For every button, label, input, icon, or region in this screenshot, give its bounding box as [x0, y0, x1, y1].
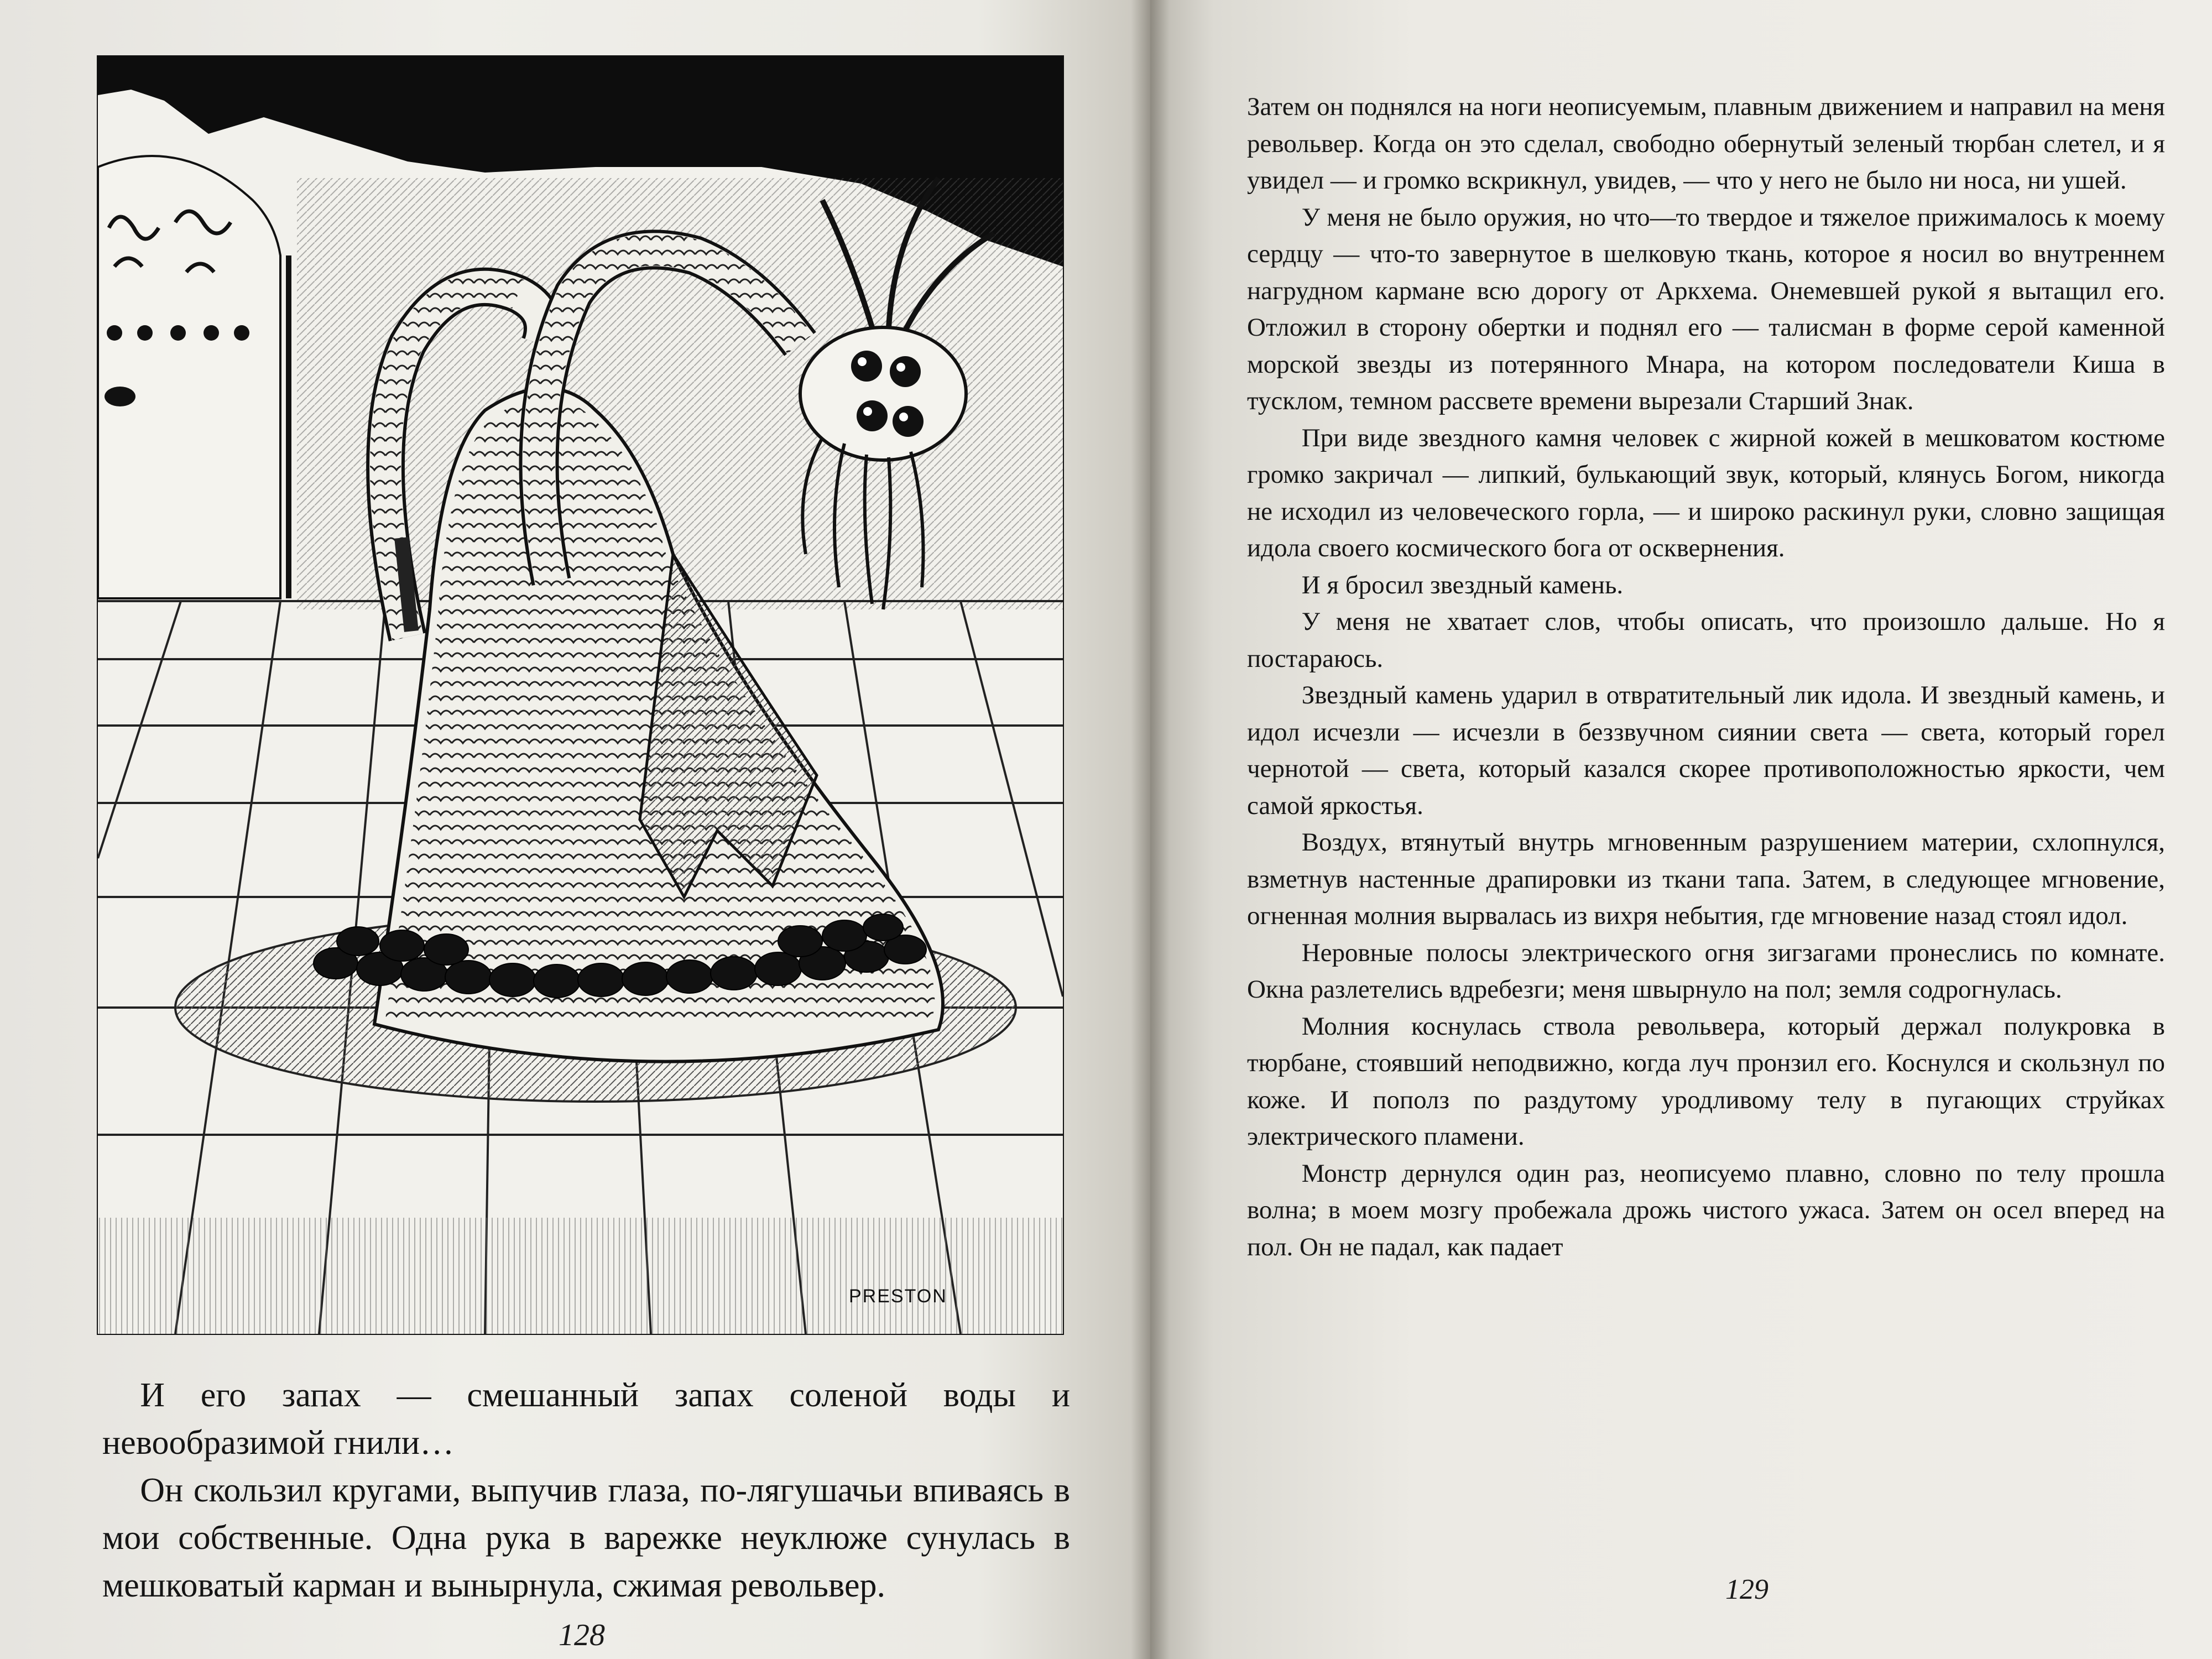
left-paragraph-1: И его запах — смешанный запах соленой воды и невообразимой гнили… — [102, 1376, 1070, 1462]
left-page-text — [102, 1371, 1070, 1609]
book-gutter-shadow — [1131, 0, 1170, 1659]
page-number-right: 129 — [1725, 1574, 1768, 1605]
right-paragraph-2: У меня не было оружия, но что—то твердое и тяжелое прижималось к моему сердцу — что-то завернутое в шелковую ткань, которое я носил во внутреннем нагрудном кармане всю дорогу от Аркхема. Онемевшей рукой я вытащил его. Отложил в сторону обертки и поднял его — талисман в форме серой каменной морской звезды из потерянного Мнара, на котором последователи Киша в тусклом, темном рассвете времени вырезали Старший Знак. — [1247, 202, 2165, 415]
monster-drawing — [98, 56, 1063, 1334]
right-paragraph-10: Монстр дернулся один раз, неописуемо плавно, словно по телу прошла волна; в моем мозгу пробежала дрожь чистого ужаса. Затем он осел вперед на пол. Он не падал, как падает — [1247, 1159, 2165, 1261]
right-paragraph-1: Затем он поднялся на ноги неописуемым, плавным движением и направил на меня револьвер. Когда он это сделал, свободно обернутый зеленый тюрбан слетел, и я увидел — и громко вскрикнул, увидев, — что у него не было ни носа, ни ушей. — [1247, 92, 2165, 195]
right-paragraph-7: Воздух, втянутый внутрь мгновенным разрушением материи, схлопнулся, взметнув настенные драпировки из ткани тапа. Затем, в следующее мгновение, огненная молния вырвалась из вихря небытия, где мгновение назад стоял идол. — [1247, 828, 2165, 930]
right-page-text — [1247, 88, 2165, 1265]
ink-illustration — [97, 55, 1064, 1335]
right-paragraph-3: При виде звездного камня человек с жирной кожей в мешковатом костюме громко закричал — липкий, булькающий звук, который, клянусь Богом, никогда не исходил из человеческого горла, — и широко раскинул руки, словно защищая идола своего космического бога от осквернения. — [1247, 423, 2165, 562]
illustrator-signature: PRESTON — [849, 1286, 947, 1307]
right-page — [1150, 0, 2212, 1659]
right-paragraph-4: И я бросил звездный камень. — [1301, 570, 1624, 599]
page-number-left: 128 — [559, 1618, 605, 1652]
right-paragraph-6: Звездный камень ударил в отвратительный лик идола. И звездный камень, и идол исчезли — исчезли в беззвучном сиянии света — света, который горел чернотой — света, который казался скорее противоположностью яркости, чем самой яркостья. — [1247, 681, 2165, 820]
left-paragraph-2: Он скользил кругами, выпучив глаза, по-лягушачьи впиваясь в мои собственные. Одна рука в варежке неуклюже сунулась в мешковатый карман и вынырнула, сжимая револьвер. — [102, 1472, 1070, 1604]
right-paragraph-9: Молния коснулась ствола револьвера, который держал полукровка в тюрбане, стоявший неподвижно, когда луч пронзил его. Коснулся и скользнул по коже. И пополз по раздутому уродливому телу в пугающих струйках электрического пламени. — [1247, 1011, 2165, 1151]
right-paragraph-8: Неровные полосы электрического огня зигзагами пронеслись по комнате. Окна разлетелись вдребезги; меня швырнуло на пол; земля содрогнулась. — [1247, 938, 2165, 1004]
right-paragraph-5: У меня не хватает слов, чтобы описать, что произошло дальше. Но я постараюсь. — [1247, 607, 2165, 673]
